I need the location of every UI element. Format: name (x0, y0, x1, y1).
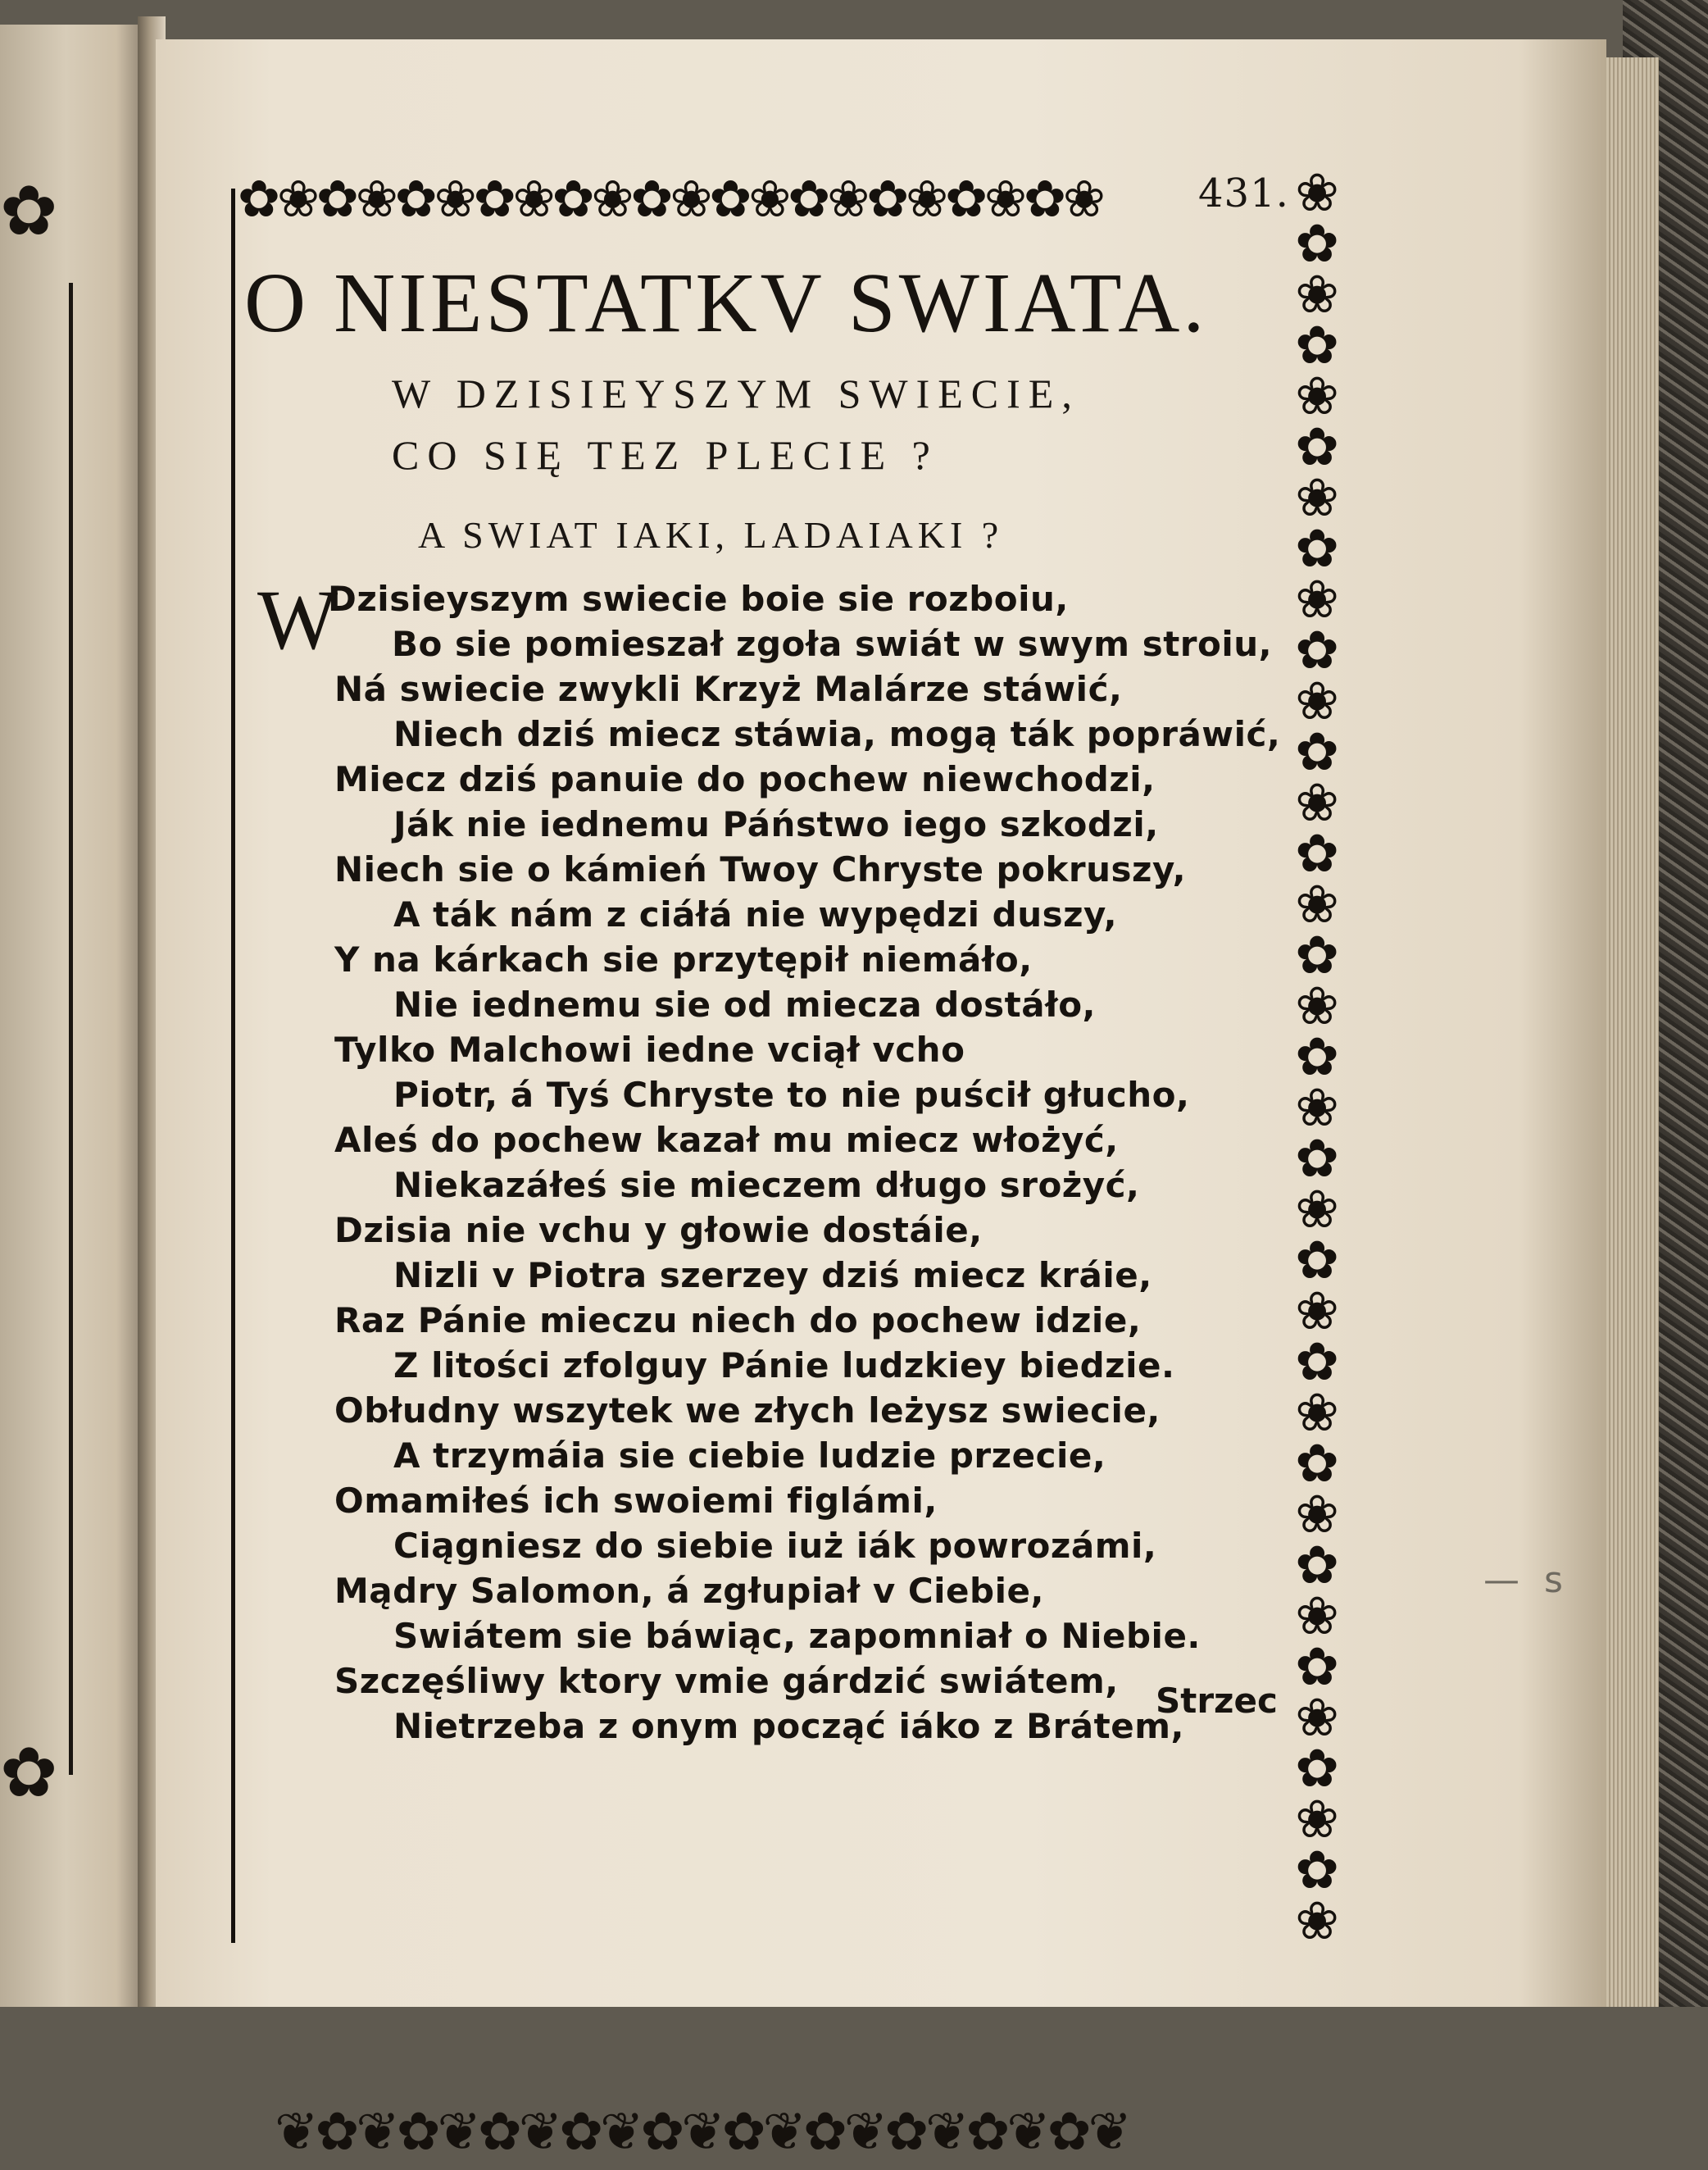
left-page (0, 25, 146, 2007)
verse-line: Bo sie pomieszał zgoła swiát w swym stroiu, (392, 624, 1273, 664)
verse-line: Dzisia nie vchu y głowie dostáie, (334, 1210, 983, 1250)
left-page-rule (69, 283, 73, 1775)
frame-left-rule (231, 189, 235, 1943)
verse-line: Nizli v Piotra szerzey dziś miecz kráie, (393, 1255, 1152, 1295)
verse-line: Omamiłeś ich swoiemi figlámi, (334, 1481, 938, 1521)
left-page-ornament-bottom: ✿ (0, 1732, 58, 1813)
verse-line: Dzisieyszym swiecie boie sie rozboiu, (328, 579, 1069, 619)
verse-line: Niech dziś miecz stáwia, mogą ták popráwić, (393, 714, 1281, 754)
left-page-ornament-top: ✿ (0, 171, 58, 251)
verse-line: Z litości zfolguy Pánie ludzkiey biedzie. (393, 1345, 1175, 1385)
verse-line: Ják nie iednemu Páństwo iego szkodzi, (393, 804, 1159, 844)
verse-line: Nie iednemu sie od miecza dostáło, (393, 985, 1096, 1025)
subtitle-line-3: A SWIAT IAKI, LADAIAKI ? (418, 514, 1004, 556)
verse-line: Tylko Malchowi iedne vciął vcho (334, 1030, 965, 1070)
page-edges (1606, 57, 1659, 2007)
verse-line: Obłudny wszytek we złych leżysz swiecie, (334, 1390, 1161, 1431)
verse-line: Y na kárkach sie przytępił niemáło, (334, 939, 1033, 980)
verse-line: Niekazáłeś sie mieczem długo srożyć, (393, 1165, 1140, 1205)
right-ornament-band: ❀✿❀✿❀✿❀✿❀✿❀✿❀✿❀✿❀✿❀✿❀✿❀✿❀✿❀✿❀✿❀✿❀✿❀ (1295, 168, 1339, 1952)
verse-line: A trzymáia sie ciebie ludzie przecie, (393, 1435, 1106, 1476)
verse-line: Raz Pánie mieczu niech do pochew idzie, (334, 1300, 1142, 1340)
verse-line: Ciągniesz do siebie iuż iák powrozámi, (393, 1526, 1157, 1566)
verse-line: Piotr, á Tyś Chryste to nie puścił głucho, (393, 1075, 1190, 1115)
pencil-mark: — s (1483, 1559, 1569, 1601)
verse-line: Mądry Salomon, á zgłupiał v Ciebie, (334, 1571, 1044, 1611)
catchword: Strzec (1156, 1681, 1278, 1721)
bottom-ornament-band: ❦✿❦✿❦✿❦✿❦✿❦✿❦✿❦✿❦✿❦✿❦ (275, 2102, 1129, 2163)
verse-line: Nietrzeba z onym począć iáko z Brátem, (393, 1706, 1184, 1746)
verse-line: Miecz dziś panuie do pochew niewchodzi, (334, 759, 1156, 799)
drop-cap: W (257, 573, 338, 667)
subtitle-line-2: CO SIĘ TEZ PLECIE ? (392, 432, 938, 478)
verse-line: A ták nám z ciáłá nie wypędzi duszy, (393, 894, 1118, 935)
verse-line: Niech sie o kámień Twoy Chryste pokruszy, (334, 849, 1187, 889)
page-title: O NIESTATKV SWIATA. (244, 256, 1208, 350)
top-ornament-band: ✿❀✿❀✿❀✿❀✿❀✿❀✿❀✿❀✿❀✿❀✿❀ (238, 169, 1102, 229)
verse-line: Swiátem sie báwiąc, zapomniał o Niebie. (393, 1616, 1201, 1656)
page-number: 431. (1198, 171, 1289, 216)
verse-line: Szczęśliwy ktory vmie gárdzić swiátem, (334, 1661, 1119, 1701)
verse-line: Ná swiecie zwykli Krzyż Malárze stáwić, (334, 669, 1123, 709)
subtitle-line-1: W DZISIEYSZYM SWIECIE, (392, 371, 1080, 416)
verse-line: Aleś do pochew kazał mu miecz włożyć, (334, 1120, 1119, 1160)
